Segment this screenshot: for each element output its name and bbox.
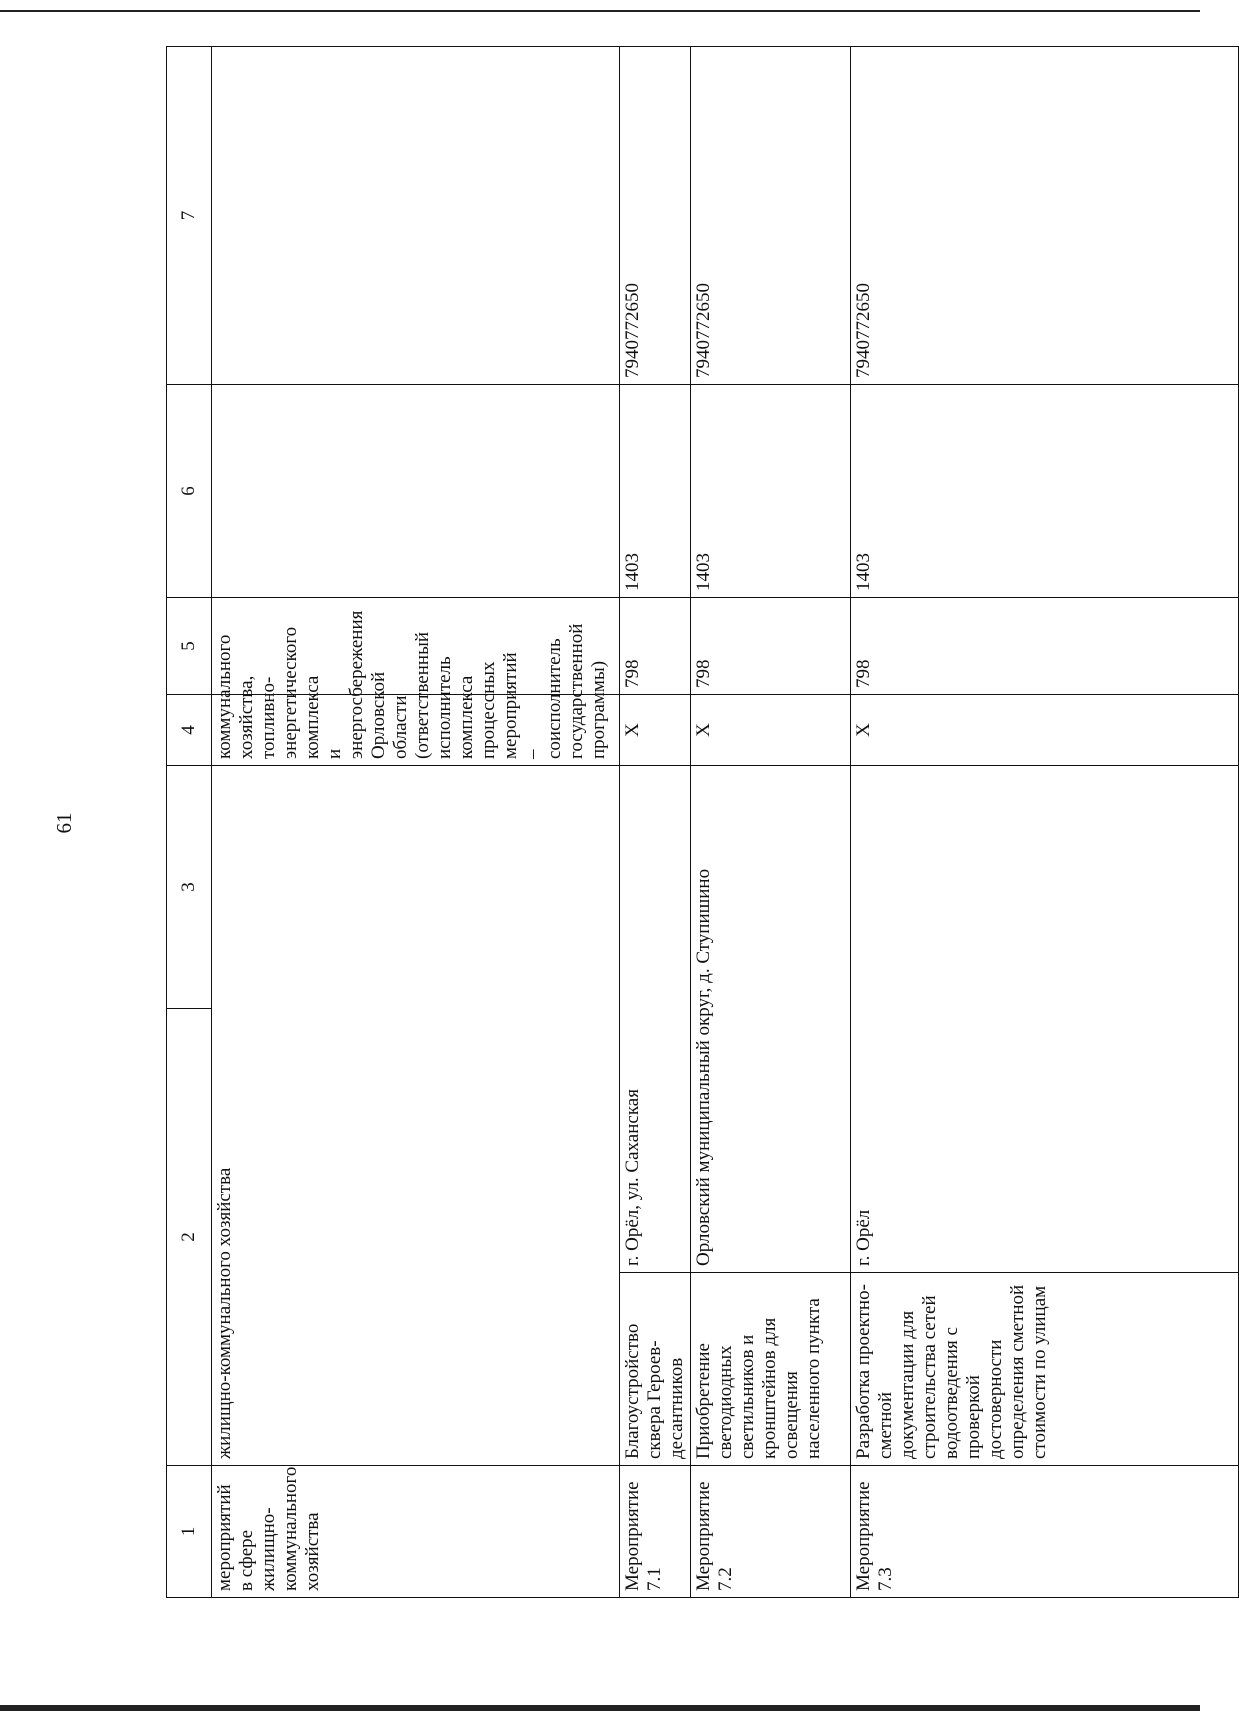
measure-name: Приобретение светодиодных светильников и кронштейнов для освещения населенного пункта: [691, 1273, 851, 1466]
measure-name: Разработка проектно-сметной документации для строительства сетей водоотведения с проверкой достоверности определения сметной стоимости по улицам: [851, 1273, 1239, 1466]
measure-location: г. Орёл, ул. Саханская: [620, 766, 691, 1273]
continuation-col-5: [212, 385, 620, 598]
budget-table: [166, 46, 1239, 1598]
measure-location: г. Орёл: [851, 766, 1239, 1273]
measure-grbs: 798: [691, 598, 851, 695]
measure-rzpr: 1403: [851, 385, 1239, 598]
measure-rzpr: 1403: [620, 385, 691, 598]
measure-id: Мероприятие 7.2: [691, 1466, 851, 1598]
header-row: [167, 47, 212, 1598]
measure-executor: Х: [620, 695, 691, 766]
table-row: [620, 47, 691, 1598]
header-col-1: 1: [167, 1466, 212, 1598]
table-row: [691, 47, 851, 1598]
measure-id: Мероприятие 7.1: [620, 1466, 691, 1598]
continuation-row: [212, 47, 620, 1598]
measure-csr: 7940772650: [620, 47, 691, 385]
measure-csr: 7940772650: [691, 47, 851, 385]
measure-grbs: 798: [620, 598, 691, 695]
measure-executor: Х: [851, 695, 1239, 766]
continuation-col-3: коммунального хозяйства, топливно-энергетического комплекса и энергосбережения Орловской области (ответственный исполнитель комплекса процессных мероприятий – соисполнитель государственной программы): [212, 695, 620, 766]
continuation-col-1: мероприятий в сфере жилищно-коммунального хозяйства: [212, 1466, 620, 1598]
table-row: [851, 47, 1239, 1598]
continuation-col-2: жилищно-коммунального хозяйства: [212, 766, 620, 1466]
header-col-6: 6: [167, 385, 212, 598]
header-col-3: 3: [167, 766, 212, 1009]
budget-table-rotated: [166, 47, 1217, 1598]
page-number: 61: [52, 812, 76, 834]
header-col-7: 7: [167, 47, 212, 385]
header-col-5: 5: [167, 598, 212, 695]
header-col-4: 4: [167, 695, 212, 766]
measure-executor: Х: [691, 695, 851, 766]
measure-location: Орловский муниципальный округ, д. Ступишино: [691, 766, 851, 1273]
measure-name: Благоустройство сквера Героев-десантников: [620, 1273, 691, 1466]
header-col-2: 2: [167, 1009, 212, 1466]
measure-rzpr: 1403: [691, 385, 851, 598]
scan-edge-top: [0, 0, 1200, 12]
continuation-col-6: [212, 47, 620, 385]
measure-csr: 7940772650: [851, 47, 1239, 385]
measure-grbs: 798: [851, 598, 1239, 695]
scan-edge-bottom: [0, 1705, 1200, 1711]
measure-id: Мероприятие 7.3: [851, 1466, 1239, 1598]
